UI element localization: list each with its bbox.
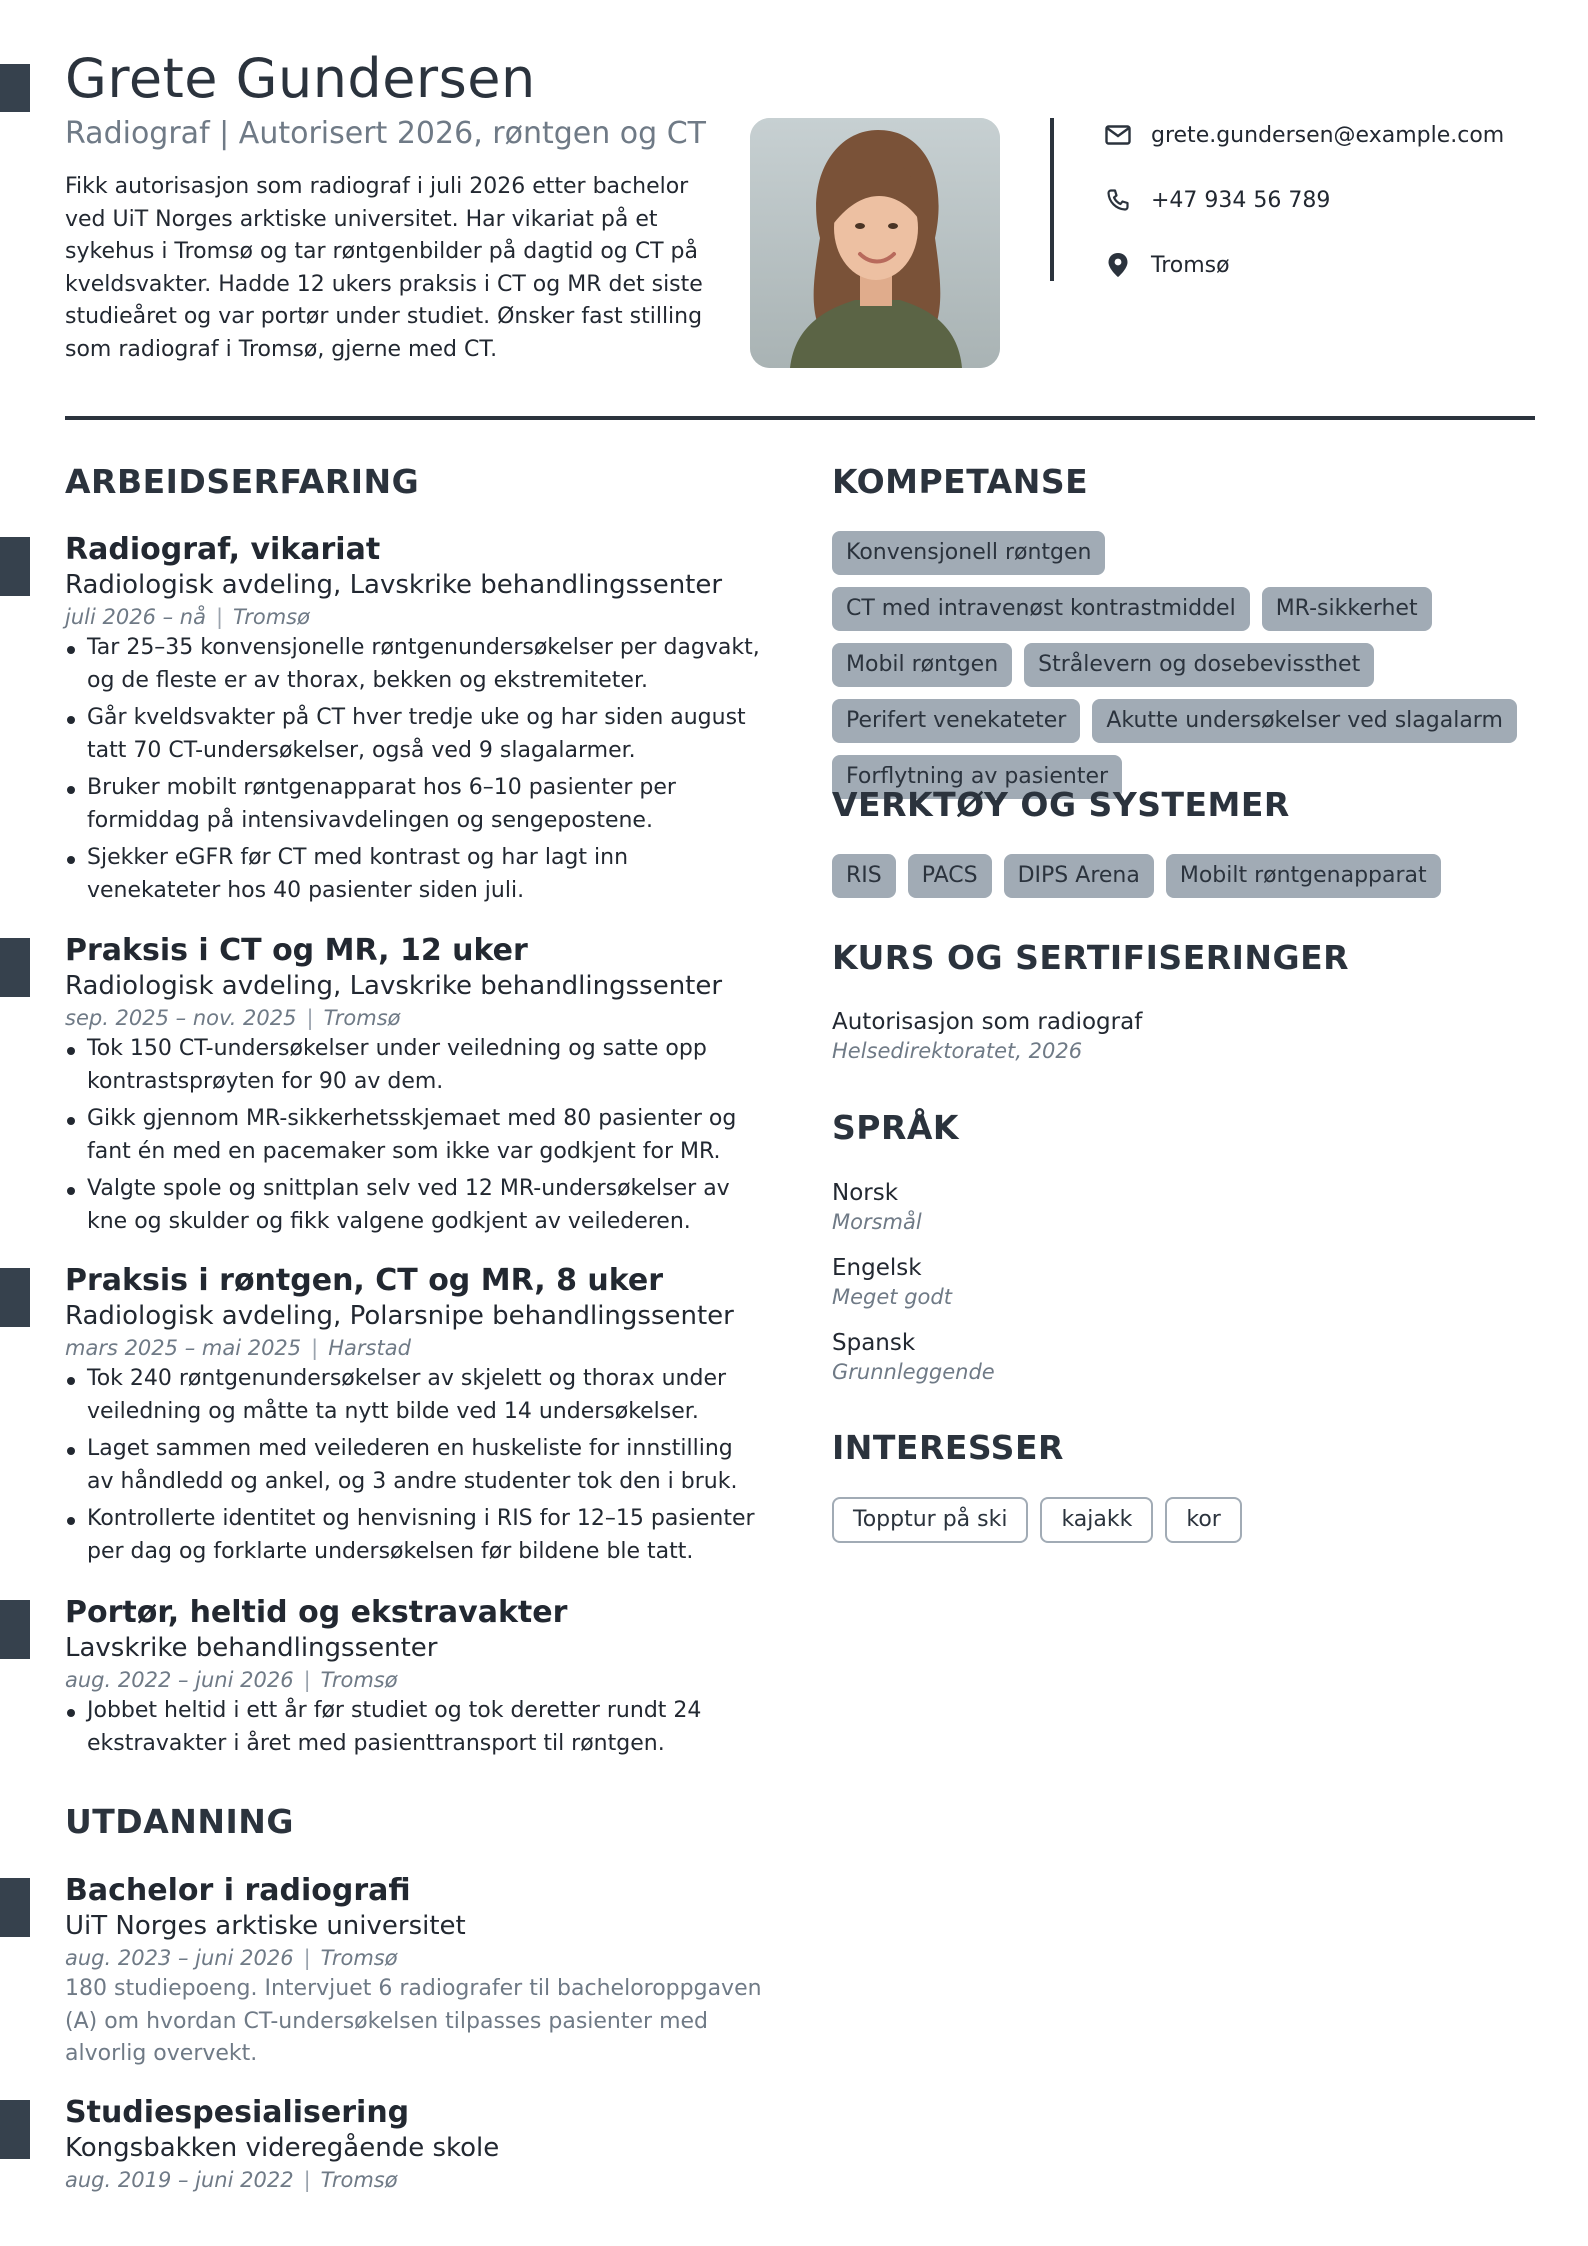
language-level: Meget godt xyxy=(832,1285,952,1309)
tool-chip: RIS xyxy=(832,854,896,898)
bullet-item: Jobbet heltid i ett år før studiet og tok deretter rundt 24 ekstravakter i året med pasienttransport til røntgen. xyxy=(65,1695,765,1760)
entry-meta: juli 2026 – nå | Tromsø xyxy=(65,605,310,629)
entry-accent-bar xyxy=(0,2100,30,2159)
course-issuer: Helsedirektoratet, 2026 xyxy=(832,1039,1083,1063)
skills-chip-list xyxy=(832,531,1532,799)
candidate-name: Grete Gundersen xyxy=(65,47,536,110)
bullet-item: Valgte spole og snittplan selv ved 12 MR-undersøkelser av kne og skulder og fikk valgene godkjent av veilederen. xyxy=(65,1173,765,1238)
experience-entry xyxy=(65,932,765,1243)
course-item xyxy=(832,1007,1532,1065)
bullet-item: Bruker mobilt røntgenapparat hos 6–10 pasienter per formiddag på intensivavdelingen og sengepostene. xyxy=(65,772,765,837)
entry-title: Portør, heltid og ekstravakter xyxy=(65,1595,568,1630)
language-item xyxy=(832,1328,1532,1386)
location-pin-icon xyxy=(1103,250,1133,280)
contact-location: Tromsø xyxy=(1103,248,1230,282)
entry-meta: sep. 2025 – nov. 2025 | Tromsø xyxy=(65,1006,401,1030)
interest-chip: kajakk xyxy=(1040,1497,1153,1543)
entry-description: 180 studiepoeng. Intervjuet 6 radiografer til bacheloroppgaven (A) om hvordan CT-undersøkelsen tilpasses pasienter med alvorlig overvekt. xyxy=(65,1976,762,2066)
experience-entry xyxy=(65,531,765,912)
section-title-interests: INTERESSER xyxy=(832,1428,1064,1467)
section-title-tools: VERKTØY OG SYSTEMER xyxy=(832,785,1290,824)
skill-chip: Forflytning av pasienter xyxy=(832,755,1122,799)
interest-chip: kor xyxy=(1165,1497,1241,1543)
skill-chip: Perifert venekateter xyxy=(832,699,1080,743)
section-title-education: UTDANNING xyxy=(65,1802,294,1841)
resume-header xyxy=(65,48,1535,378)
bullet-item: Laget sammen med veilederen en huskeliste for innstilling av håndledd og ankel, og 3 andre studenter tok den i bruk. xyxy=(65,1433,765,1498)
skill-chip: Konvensjonell røntgen xyxy=(832,531,1105,575)
entry-organization: Radiologisk avdeling, Lavskrike behandlingssenter xyxy=(65,570,723,600)
profile-summary: Fikk autorisasjon som radiograf i juli 2026 etter bachelor ved UiT Norges arktiske universitet. Har vikariat på et sykehus i Tromsø og tar røntgenbilder på dagtid og CT på kveldsvakter. Hadde 12 ukers praksis i CT og MR det siste studieåret og var portør under studiet. Ønsker fast stilling som radiograf i Tromsø, gjerne med CT. xyxy=(65,174,703,362)
entry-meta: mars 2025 – mai 2025 | Harstad xyxy=(65,1336,411,1360)
entry-accent-bar xyxy=(0,1878,30,1937)
language-level: Morsmål xyxy=(832,1210,922,1234)
entry-meta: aug. 2023 – juni 2026 | Tromsø xyxy=(65,1946,398,1970)
entry-meta: aug. 2022 – juni 2026 | Tromsø xyxy=(65,1668,398,1692)
entry-accent-bar xyxy=(0,938,30,997)
course-title: Autorisasjon som radiograf xyxy=(832,1009,1143,1035)
entry-organization: Radiologisk avdeling, Polarsnipe behandlingssenter xyxy=(65,1301,734,1331)
entry-accent-bar xyxy=(0,1600,30,1659)
section-title-experience: ARBEIDSERFARING xyxy=(65,462,420,501)
skill-chip: Akutte undersøkelser ved slagalarm xyxy=(1092,699,1517,743)
section-title-languages: SPRÅK xyxy=(832,1108,959,1147)
mail-icon xyxy=(1103,120,1133,150)
skill-chip: MR-sikkerhet xyxy=(1262,587,1432,631)
education-entry xyxy=(65,2094,765,2195)
entry-organization: Lavskrike behandlingssenter xyxy=(65,1633,438,1663)
language-name: Spansk xyxy=(832,1330,916,1356)
header-accent-bar xyxy=(0,64,30,112)
entry-organization: Radiologisk avdeling, Lavskrike behandlingssenter xyxy=(65,971,723,1001)
bullet-item: Tok 240 røntgenundersøkelser av skjelett og thorax under veiledning og måtte ta nytt bilde ved 14 undersøkelser. xyxy=(65,1363,765,1428)
tools-chip-list xyxy=(832,854,1532,898)
interests-chip-list xyxy=(832,1497,1532,1543)
education-entry xyxy=(65,1872,765,2071)
language-item xyxy=(832,1178,1532,1236)
language-name: Norsk xyxy=(832,1180,899,1206)
profile-photo xyxy=(750,118,1000,368)
candidate-subtitle: Radiograf | Autorisert 2026, røntgen og CT xyxy=(65,116,706,151)
experience-entry xyxy=(65,1262,765,1573)
entry-bullets xyxy=(65,1033,765,1238)
bullet-item: Går kveldsvakter på CT hver tredje uke og har siden august tatt 70 CT-undersøkelser, også ved 9 slagalarmer. xyxy=(65,702,765,767)
language-level: Grunnleggende xyxy=(832,1360,995,1384)
entry-organization: Kongsbakken videregående skole xyxy=(65,2133,500,2163)
entry-accent-bar xyxy=(0,537,30,596)
entry-title: Radiograf, vikariat xyxy=(65,532,381,567)
contact-phone[interactable]: +47 934 56 789 xyxy=(1103,183,1330,217)
entry-bullets xyxy=(65,1695,765,1760)
entry-meta: aug. 2019 – juni 2022 | Tromsø xyxy=(65,2168,398,2192)
entry-title: Bachelor i radiografi xyxy=(65,1873,411,1908)
entry-title: Studiespesialisering xyxy=(65,2095,410,2130)
language-name: Engelsk xyxy=(832,1255,922,1281)
bullet-item: Sjekker eGFR før CT med kontrast og har lagt inn venekateter hos 40 pasienter siden juli. xyxy=(65,842,765,907)
phone-icon xyxy=(1103,185,1133,215)
section-title-skills: KOMPETANSE xyxy=(832,462,1089,501)
entry-accent-bar xyxy=(0,1268,30,1327)
entry-title: Praksis i CT og MR, 12 uker xyxy=(65,933,528,968)
skill-chip: CT med intravenøst kontrastmiddel xyxy=(832,587,1250,631)
bullet-item: Tok 150 CT-undersøkelser under veiledning og satte opp kontrastsprøyten for 90 av dem. xyxy=(65,1033,765,1098)
contact-divider xyxy=(1050,118,1054,281)
tool-chip: PACS xyxy=(908,854,992,898)
skill-chip: Mobil røntgen xyxy=(832,643,1012,687)
section-title-courses: KURS OG SERTIFISERINGER xyxy=(832,938,1350,977)
language-item xyxy=(832,1253,1532,1311)
bullet-item: Tar 25–35 konvensjonelle røntgenundersøkelser per dagvakt, og de fleste er av thorax, bekken og ekstremiteter. xyxy=(65,632,765,697)
header-divider xyxy=(65,416,1535,420)
interest-chip: Topptur på ski xyxy=(832,1497,1028,1543)
bullet-item: Kontrollerte identitet og henvisning i RIS for 12–15 pasienter per dag og forklarte undersøkelsen før bildene ble tatt. xyxy=(65,1503,765,1568)
entry-bullets xyxy=(65,632,765,907)
entry-bullets xyxy=(65,1363,765,1568)
tool-chip: Mobilt røntgenapparat xyxy=(1166,854,1441,898)
bullet-item: Gikk gjennom MR-sikkerhetsskjemaet med 80 pasienter og fant én med en pacemaker som ikke var godkjent for MR. xyxy=(65,1103,765,1168)
experience-entry xyxy=(65,1594,765,1765)
tool-chip: DIPS Arena xyxy=(1004,854,1154,898)
entry-title: Praksis i røntgen, CT og MR, 8 uker xyxy=(65,1263,664,1298)
skill-chip: Strålevern og dosebevissthet xyxy=(1024,643,1374,687)
contact-email[interactable]: grete.gundersen@example.com xyxy=(1103,118,1504,152)
entry-organization: UiT Norges arktiske universitet xyxy=(65,1911,466,1941)
